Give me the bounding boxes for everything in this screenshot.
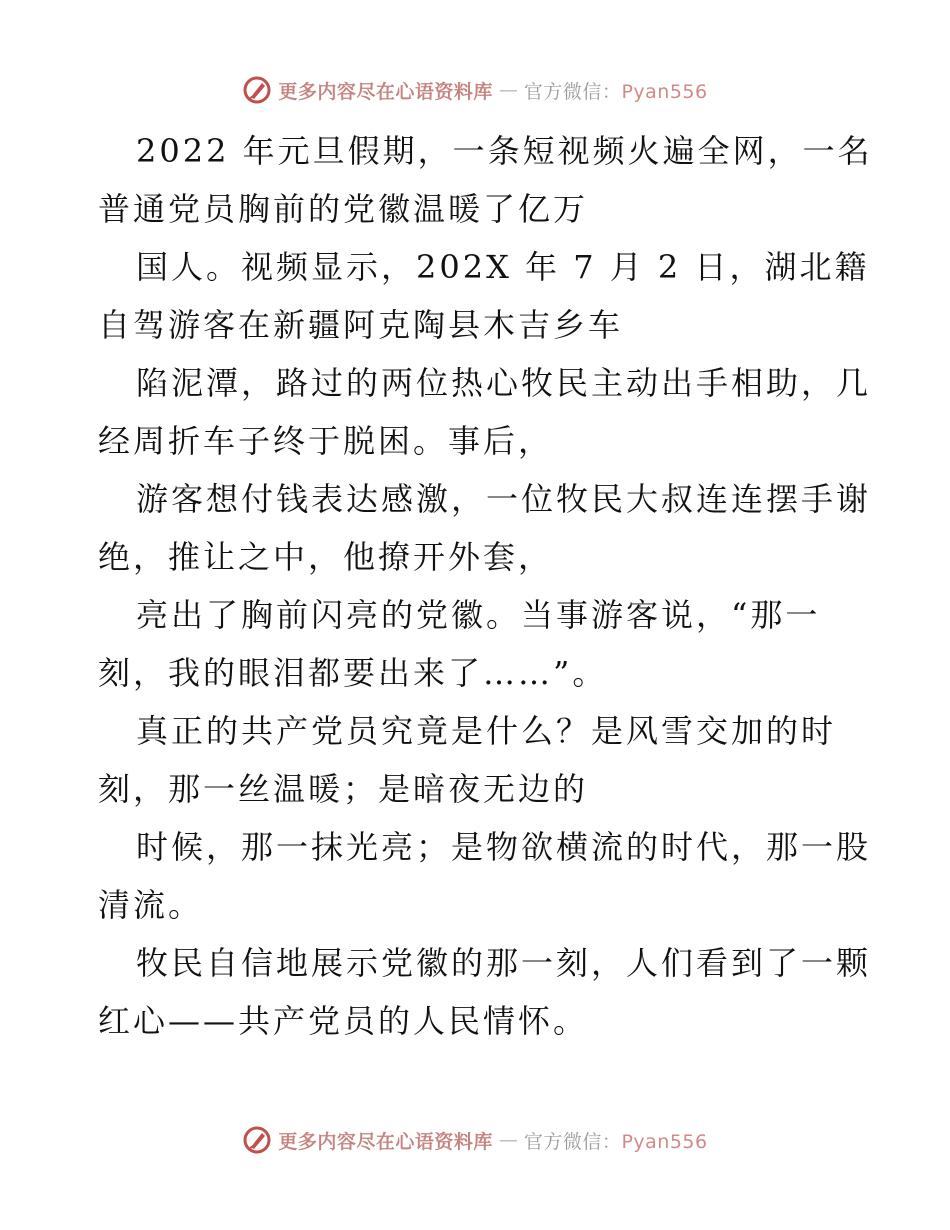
- watermark-separator: —: [498, 79, 518, 101]
- text-line: 真正的共产党员究竟是什么？是风雪交加的时: [136, 712, 837, 750]
- text-line: 亮出了胸前闪亮的党徽。当事游客说，“那一: [136, 596, 821, 634]
- watermark-contact: [524, 77, 708, 104]
- watermark-contact-prefix: 官方微信：: [523, 1130, 622, 1153]
- text-line: 经周折车子终于脱困。事后，: [98, 422, 554, 460]
- text-line: 普通党员胸前的党徽温暖了亿万: [98, 190, 589, 228]
- text-line: 陷泥潭，路过的两位热心牧民主动出手相助，几: [136, 364, 872, 402]
- text-line: 清流。: [98, 886, 204, 924]
- footer-watermark: [0, 1120, 950, 1160]
- quill-logo-icon: [242, 1125, 272, 1155]
- text-line: 红心——共产党员的人民情怀。: [98, 1002, 589, 1040]
- text-line: 绝，推让之中，他撩开外套，: [98, 538, 554, 576]
- text-line: 牧民自信地展示党徽的那一刻，人们看到了一颗: [136, 944, 872, 982]
- text-line: 游客想付钱表达感激，一位牧民大叔连连摆手谢: [136, 480, 872, 518]
- quill-logo-icon: [242, 75, 272, 105]
- watermark-separator: —: [498, 1129, 518, 1151]
- document-body: [98, 122, 873, 1050]
- watermark-main-text: 更多内容尽在心语资料库: [278, 80, 493, 103]
- watermark-contact: [524, 1127, 708, 1154]
- watermark-contact-prefix: 官方微信：: [523, 80, 622, 103]
- watermark-main-text: 更多内容尽在心语资料库: [278, 1130, 493, 1153]
- text-line: 刻，我的眼泪都要出来了……”。: [98, 654, 608, 692]
- text-line: 国人。视频显示，202X 年 7 月 2 日，湖北籍: [136, 248, 870, 286]
- watermark-contact-id: Pyan556: [621, 1130, 708, 1153]
- text-line: 刻，那一丝温暖；是暗夜无边的: [98, 770, 589, 808]
- text-line: 2022 年元旦假期，一条短视频火遍全网，一名: [136, 132, 873, 170]
- header-watermark: [0, 70, 950, 110]
- text-line: 时候，那一抹光亮；是物欲横流的时代，那一股: [136, 828, 872, 866]
- text-line: 自驾游客在新疆阿克陶县木吉乡车: [98, 306, 624, 344]
- watermark-contact-id: Pyan556: [621, 80, 708, 103]
